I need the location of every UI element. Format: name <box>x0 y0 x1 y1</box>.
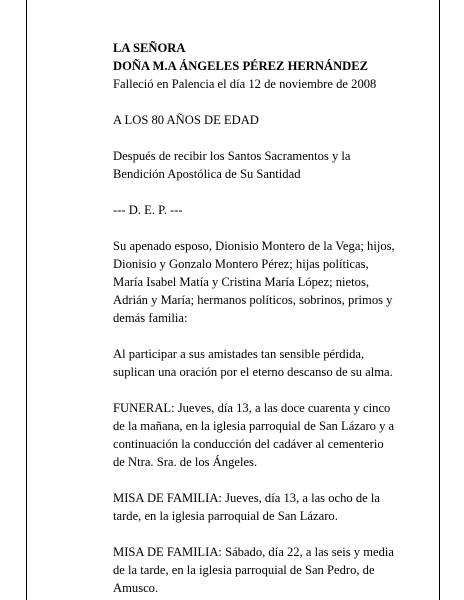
family-line: Adrián y María; hermanos políticos, sobrinos, primos y <box>113 293 393 307</box>
family-line: Su apenado esposo, Dionisio Montero de la Vega; hijos, <box>113 239 395 253</box>
request-line: suplican una oración por el eterno descanso de su alma. <box>113 365 393 379</box>
family-line: María Isabel Matía y Cristina María López; nietos, <box>113 275 369 289</box>
funeral-line: de la mañana, en la iglesia parroquial de San Lázaro y a <box>113 419 395 433</box>
mass-line: de la tarde, en la iglesia parroquial de San Pedro, de <box>113 563 375 577</box>
heading-line-1: LA SEÑORA <box>113 41 186 55</box>
age-line: A LOS 80 AÑOS DE EDAD <box>113 113 259 127</box>
mass-line: MISA DE FAMILIA: Sábado, día 22, a las seis y media <box>113 545 394 559</box>
sacraments-line: Bendición Apostólica de Su Santidad <box>113 167 301 181</box>
death-line: Falleció en Palencia el día 12 de noviembre de 2008 <box>113 77 377 91</box>
funeral-line: de Ntra. Sra. de los Ángeles. <box>113 455 258 469</box>
request-line: Al participar a sus amistades tan sensible pérdida, <box>113 347 365 361</box>
mass-line: tarde, en la iglesia parroquial de San Lázaro. <box>113 509 338 523</box>
funeral-line: FUNERAL: Jueves, día 13, a las doce cuarenta y cinco <box>113 401 391 415</box>
deceased-name: DOÑA M.A ÁNGELES PÉREZ HERNÁNDEZ <box>113 59 369 73</box>
family-line: Dionisio y Gonzalo Montero Pérez; hijas políticas, <box>113 257 369 271</box>
funeral-line: continuación la conducción del cadáver al cementerio <box>113 437 384 451</box>
mass-line: MISA DE FAMILIA: Jueves, día 13, a las ocho de la <box>113 491 380 505</box>
mass-line: Amusco. <box>113 581 159 595</box>
sacraments-line: Después de recibir los Santos Sacramentos y la <box>113 149 351 163</box>
obituary-notice <box>113 39 433 597</box>
rip-line: --- D. E. P. --- <box>113 203 183 217</box>
family-line: demás familia: <box>113 311 188 325</box>
